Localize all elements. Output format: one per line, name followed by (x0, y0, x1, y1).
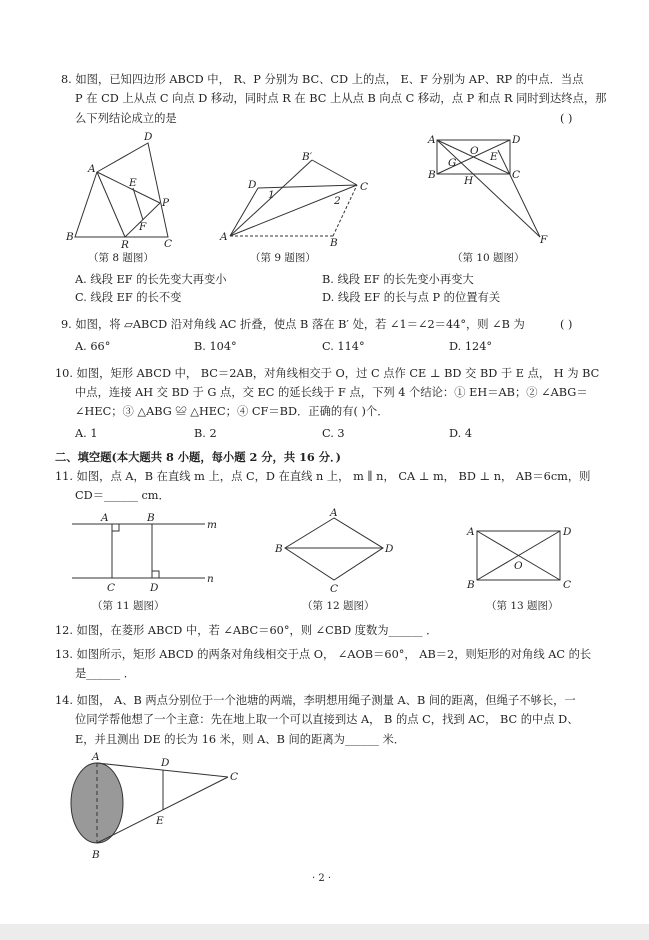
label-m: m (207, 519, 217, 531)
figure-13 (466, 526, 572, 591)
label-D: D (512, 134, 521, 146)
figure-10 (427, 134, 548, 246)
label-D: D (385, 543, 394, 555)
label-A: A (330, 507, 338, 519)
label-B: B (92, 849, 100, 861)
q14-line-2: 位同学帮他想了一个主意：先在地上取一个可以直接到达 A， B 的点 C，找到 AC， BC 的中点 D、 (75, 713, 579, 726)
label-B: B (275, 543, 283, 555)
label-F: F (139, 221, 147, 233)
q10-option-c: C. 3 (322, 427, 345, 440)
q8-line-2: P 在 CD 上从点 C 向点 D 移动，同时点 R 在 BC 上从点 B 向点 C 移动，点 P 和点 R 同时到达终点，那 (75, 92, 607, 105)
q8-answer-bracket: ( ) (560, 112, 573, 125)
q10-option-a: A. 1 (75, 427, 98, 440)
q10-option-b: B. 2 (194, 427, 217, 440)
q8-option-d: D. 线段 EF 的长与点 P 的位置有关 (322, 291, 501, 304)
label-B: B (147, 512, 155, 524)
label-D: D (563, 526, 572, 538)
label-C: C (330, 583, 339, 595)
label-C: C (512, 169, 521, 181)
label-A: A (92, 751, 100, 763)
q14-line-1: 14. 如图， A、B 两点分别位于一个池塘的两端，李明想用绳子测量 A、B 间的距离，但绳子不够长，一 (55, 694, 576, 707)
label-H: H (464, 175, 474, 187)
label-D: D (150, 582, 159, 594)
q9-answer-bracket: ( ) (560, 318, 573, 331)
caption-fig-11: （第 11 题图） (92, 600, 165, 612)
label-D: D (144, 131, 153, 143)
figure-11 (72, 512, 217, 594)
label-D: D (248, 179, 257, 191)
caption-fig-9: （第 9 题图） (250, 252, 316, 264)
q8-line-1: 8. 如图，已知四边形 ABCD 中， R、P 分别为 BC、CD 上的点， E、F 分别为 AP、RP 的中点．当点 (61, 73, 584, 86)
label-C: C (230, 771, 239, 783)
q9-option-a: A. 66° (75, 340, 111, 353)
figure-12 (274, 507, 394, 595)
label-B-prime: B′ (302, 151, 313, 163)
label-C: C (563, 579, 572, 591)
q8-line-3: 么下列结论成立的是 (75, 112, 177, 125)
caption-fig-10: （第 10 题图） (452, 252, 525, 264)
label-n: n (207, 573, 214, 585)
label-G: G (448, 157, 457, 169)
label-P: P (162, 197, 170, 209)
label-D: D (161, 757, 170, 769)
label-F: F (540, 234, 548, 246)
q8-option-c: C. 线段 EF 的长不变 (75, 291, 182, 304)
angle-2-label: 2 (334, 195, 341, 207)
label-A: A (88, 163, 96, 175)
caption-fig-12: （第 12 题图） (302, 600, 375, 612)
q10-line-2: 中点，连接 AH 交 BD 于 G 点，交 EC 的延长线于 F 点，下列 4 个结论：① EH＝AB；② ∠ABG＝ (75, 386, 588, 399)
label-A: A (101, 512, 109, 524)
q8-option-b: B. 线段 EF 的长先变小再变大 (322, 273, 474, 286)
q8-option-a: A. 线段 EF 的长先变大再变小 (75, 273, 227, 286)
q13-line-1: 13. 如图所示，矩形 ABCD 的两条对角线相交于点 O， ∠AOB＝60°， AB＝2，则矩形的对角线 AC 的长 (55, 648, 592, 661)
q9-option-d: D. 124° (449, 340, 493, 353)
q13-line-2: 是______ ． (75, 667, 136, 680)
q11-line-2: CD＝______ cm． (75, 489, 170, 502)
q9-text: 9. 如图，将 ▱ABCD 沿对角线 AC 折叠，使点 B 落在 B′ 处，若 ∠1＝∠2＝44°，则 ∠B 为 (61, 318, 525, 331)
label-E: E (156, 815, 164, 827)
q11-line-1: 11. 如图，点 A，B 在直线 m 上，点 C，D 在直线 n 上， m ∥ n， CA ⊥ m， BD ⊥ n， AB＝6cm，则 (55, 470, 591, 483)
q14-line-3: E，并且测出 DE 的长为 16 米，则 A、B 间的距离为______ 米． (75, 733, 406, 746)
caption-fig-13: （第 13 题图） (486, 600, 559, 612)
label-B: B (66, 231, 74, 243)
figure-14 (71, 751, 238, 861)
label-B: B (330, 237, 338, 249)
section-heading-fill-in: 二、填空题(本大题共 8 小题，每小题 2 分，共 16 分．) (55, 450, 342, 464)
q10-line-3: ∠HEC；③ △ABG ≌ △HEC；④ CF＝BD．正确的有( )个． (75, 405, 389, 418)
label-C: C (164, 238, 173, 250)
q9-option-b: B. 104° (194, 340, 237, 353)
q9-option-c: C. 114° (322, 340, 365, 353)
label-C: C (107, 582, 116, 594)
label-A: A (467, 526, 475, 538)
q10-option-d: D. 4 (449, 427, 473, 440)
label-E: E (129, 177, 137, 189)
label-O: O (514, 560, 523, 572)
caption-fig-8: （第 8 题图） (88, 252, 154, 264)
q12-text: 12. 如图，在菱形 ABCD 中，若 ∠ABC＝60°，则 ∠CBD 度数为______ ． (55, 624, 438, 637)
figure-8 (65, 131, 172, 251)
label-B: B (428, 169, 436, 181)
label-O: O (470, 145, 479, 157)
label-A: A (220, 231, 228, 243)
label-R: R (121, 239, 129, 251)
label-B: B (467, 579, 475, 591)
figure-9 (219, 151, 368, 249)
label-C: C (360, 181, 369, 193)
label-A: A (428, 134, 436, 146)
page-number: · 2 · (312, 873, 332, 884)
label-E: E (490, 151, 498, 163)
q10-line-1: 10. 如图，矩形 ABCD 中， BC＝2AB，对角线相交于 O，过 C 点作 CE ⊥ BD 交 BD 于 E 点， H 为 BC (55, 367, 600, 380)
viewer-bottom-bar (0, 924, 649, 940)
angle-1-label: 1 (268, 189, 275, 201)
